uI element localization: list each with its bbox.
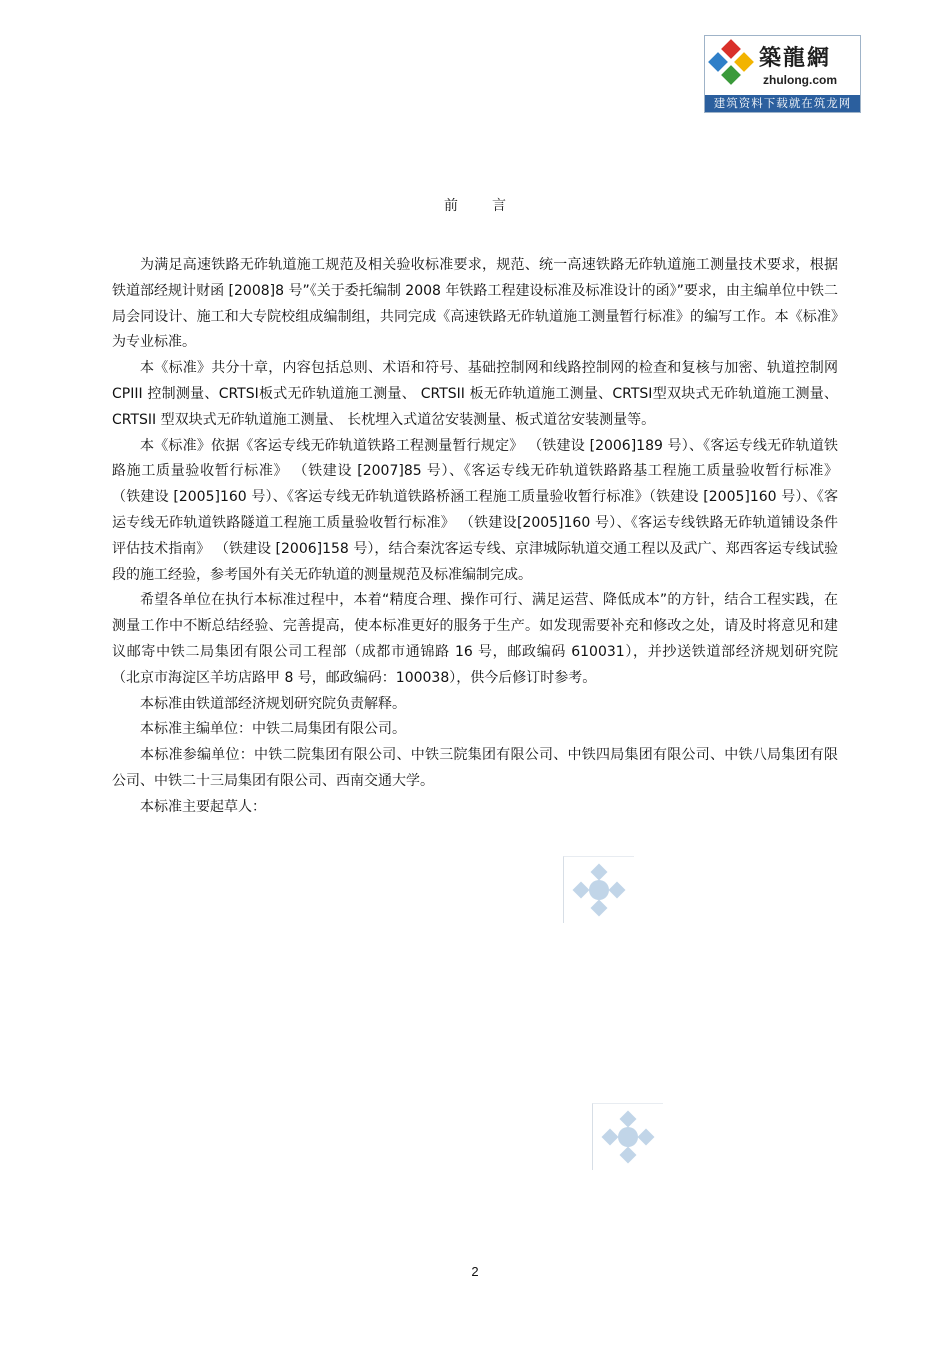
watermark-flower-icon [563,856,634,923]
paragraph-interpretation: 本标准由铁道部经济规划研究院负责解释。 [140,695,406,712]
document-body [112,253,838,821]
page-number: 2 [471,1264,479,1279]
logo-emblem-icon [707,38,757,94]
paragraph-purpose: 为满足高速铁路无砟轨道施工规范及相关验收标准要求，规范、统一高速铁路无砟轨道施工测量技术要求，根据铁道部经规计财函 [2008]8 号”《关于委托编制 2008 年铁路工程建设标准及标准设计的函》”要求，由主编单位中铁二局会同设计、施工和大专院校组成编制组，共同完成《高速铁路无砟轨道施工测量暂行标准》的编写工作。本《标准》为专业标准。 [112,257,838,351]
paragraph-co-editors: 本标准参编单位：中铁二院集团有限公司、中铁三院集团有限公司、中铁四局集团有限公司、中铁八局集团有限公司、中铁二十三局集团有限公司、西南交通大学。 [112,747,838,789]
paragraph-drafters: 本标准主要起草人： [140,798,266,815]
watermark-flower-icon [592,1103,663,1170]
paragraph-chief-editor: 本标准主编单位：中铁二局集团有限公司。 [140,721,406,738]
paragraph-basis: 本《标准》依据《客运专线无砟轨道铁路工程测量暂行规定》 （铁建设 [2006]189 号）、《客运专线无砟轨道铁路施工质量验收暂行标准》 （铁建设 [2007]85 号）、《客运专线无砟轨道铁路路基工程施工质量验收暂行标准》 （铁建设 [2005]160 号）、《客运专线无砟轨道铁路桥涵工程施工质量验收暂行标准》（铁建设 [2005]160 号）、《客运专线无砟轨道铁路隧道工程施工质量验收暂行标准》 （铁建设[2005]160 号）、《客运专线铁路无砟轨道铺设条件评估技术指南》 （铁建设 [2006]158 号），结合秦沈客运专线、京津城际轨道交通工程以及武广、郑西客运专线试验段的施工经验，参考国外有关无砟轨道的测量规范及标准编制完成。 [112,437,838,583]
zhulong-logo [704,35,861,113]
paragraph-contents: 本《标准》共分十章，内容包括总则、术语和符号、基础控制网和线路控制网的检查和复核与加密、轨道控制网 CPIII 控制测量、CRTSI板式无砟轨道施工测量、 CRTSII 板无砟轨道施工测量、CRTSI型双块式无砟轨道施工测量、 CRTSII 型双块式无砟轨道施工测量、 长枕埋入式道岔安装测量、板式道岔安装测量等。 [112,360,838,428]
page-title: 前言 [444,198,540,214]
logo-chinese-name: 築龍網 [759,45,832,71]
logo-domain: zhulong.com [763,73,837,87]
logo-slogan: 建筑资料下载就在筑龙网 [705,95,860,112]
paragraph-feedback: 希望各单位在执行本标准过程中，本着“精度合理、操作可行、满足运营、降低成本”的方针，结合工程实践，在测量工作中不断总结经验、完善提高，使本标准更好的服务于生产。如发现需要补充和修改之处，请及时将意见和建议邮寄中铁二局集团有限公司工程部（成都市通锦路 16 号，邮政编码 610031），并抄送铁道部经济规划研究院 （北京市海淀区羊坊店路甲 8 号，邮政编码：100038），供今后修订时参考。 [112,592,838,686]
